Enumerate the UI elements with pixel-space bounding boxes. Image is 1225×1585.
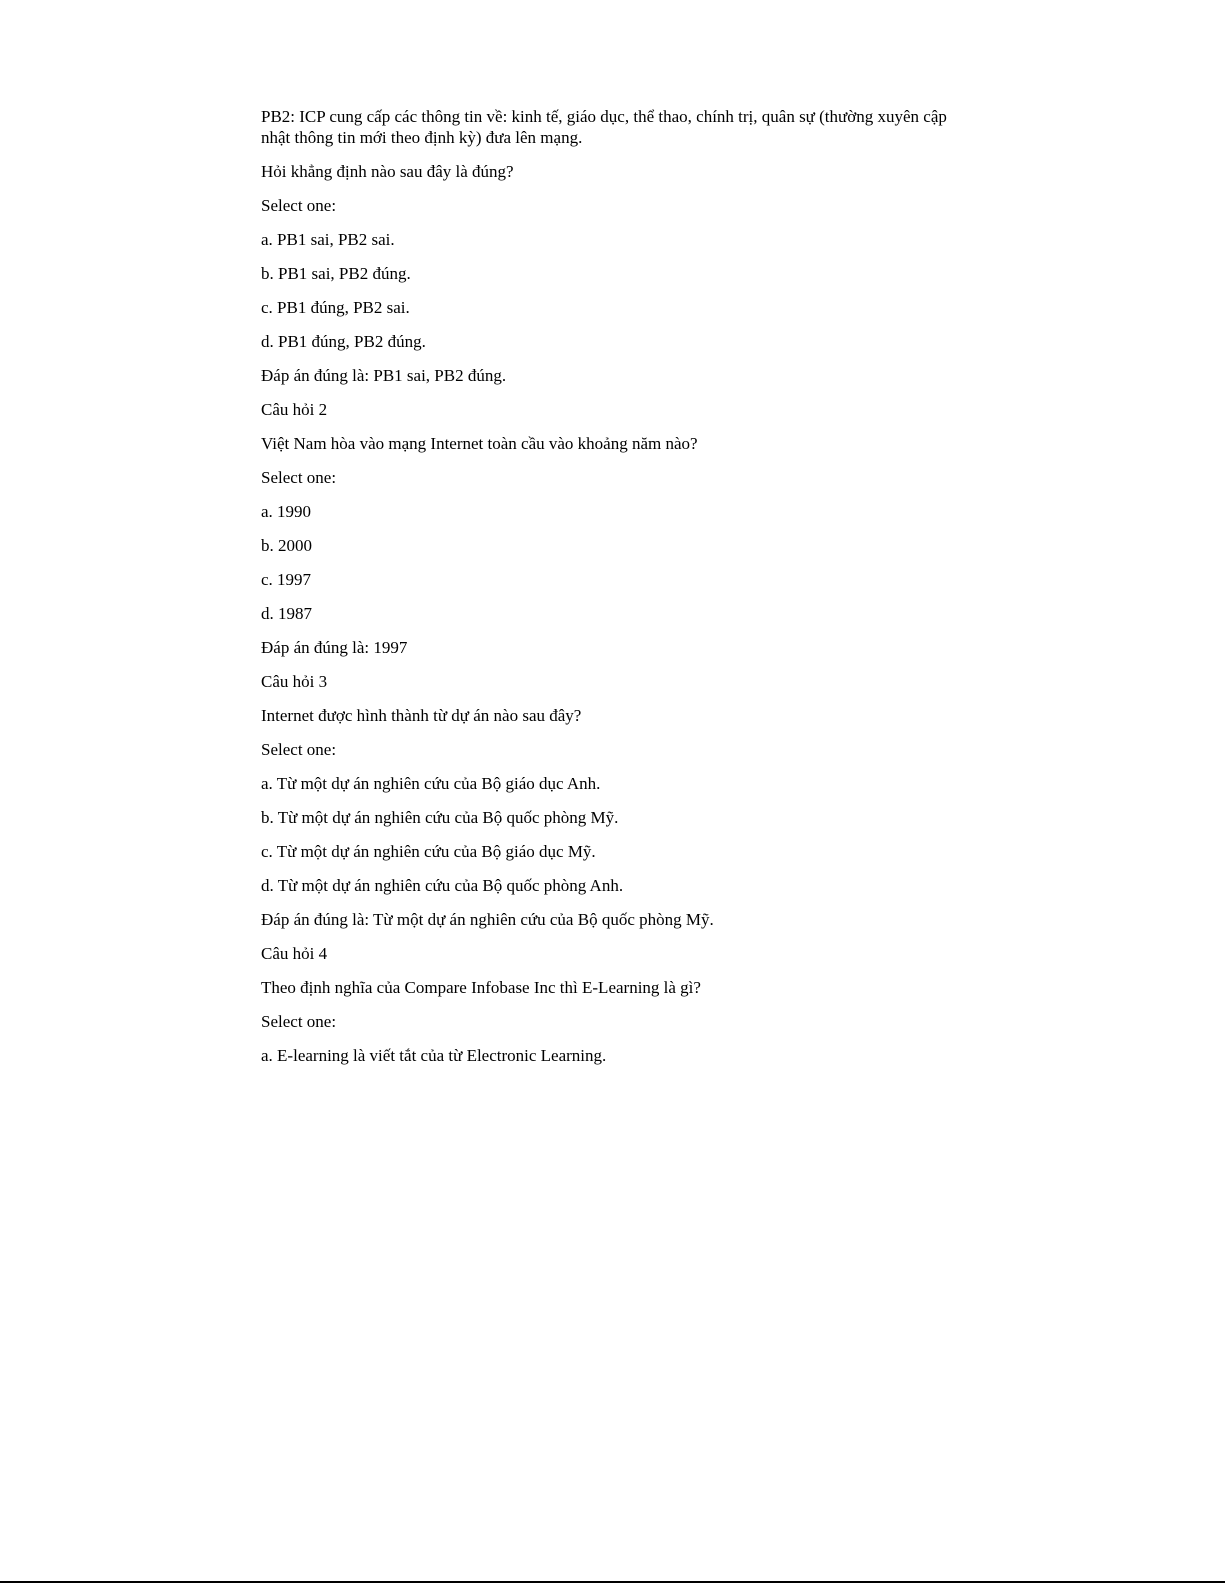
correct-answer: Đáp án đúng là: PB1 sai, PB2 đúng. (261, 366, 507, 385)
answer-option: a. PB1 sai, PB2 sai. (261, 230, 395, 249)
correct-answer: Đáp án đúng là: Từ một dự án nghiên cứu của Bộ quốc phòng Mỹ. (261, 910, 714, 929)
answer-option: a. 1990 (261, 502, 312, 521)
page-bottom-border (0, 1581, 1225, 1583)
answer-option: a. E-learning là viết tắt của từ Electronic Learning. (261, 1046, 607, 1065)
pb2-statement: PB2: ICP cung cấp các thông tin về: kinh tế, giáo dục, thể thao, chính trị, quân sự (thường xuyên cập nhật thông tin mới theo định kỳ) đưa lên mạng. (261, 107, 947, 147)
answer-option: c. PB1 đúng, PB2 sai. (261, 298, 410, 317)
answer-option: d. Từ một dự án nghiên cứu của Bộ quốc phòng Anh. (261, 876, 624, 895)
select-one-label: Select one: (261, 468, 337, 487)
answer-option: b. PB1 sai, PB2 đúng. (261, 264, 411, 283)
document-body (261, 106, 961, 1079)
select-one-label: Select one: (261, 740, 337, 759)
question-heading: Câu hỏi 4 (261, 944, 328, 963)
question-text: Việt Nam hòa vào mạng Internet toàn cầu vào khoảng năm nào? (261, 434, 698, 453)
select-one-label: Select one: (261, 1012, 337, 1031)
question-heading: Câu hỏi 2 (261, 400, 328, 419)
question-text: Internet được hình thành từ dự án nào sau đây? (261, 706, 582, 725)
select-one-label: Select one: (261, 196, 337, 215)
answer-option: b. 2000 (261, 536, 312, 555)
correct-answer: Đáp án đúng là: 1997 (261, 638, 408, 657)
answer-option: a. Từ một dự án nghiên cứu của Bộ giáo dục Anh. (261, 774, 601, 793)
answer-option: b. Từ một dự án nghiên cứu của Bộ quốc phòng Mỹ. (261, 808, 619, 827)
answer-option: c. Từ một dự án nghiên cứu của Bộ giáo dục Mỹ. (261, 842, 596, 861)
answer-option: c. 1997 (261, 570, 312, 589)
question-text: Theo định nghĩa của Compare Infobase Inc thì E-Learning là gì? (261, 978, 701, 997)
question-1-prompt: Hỏi khẳng định nào sau đây là đúng? (261, 162, 514, 181)
question-heading: Câu hỏi 3 (261, 672, 328, 691)
answer-option: d. PB1 đúng, PB2 đúng. (261, 332, 426, 351)
answer-option: d. 1987 (261, 604, 312, 623)
